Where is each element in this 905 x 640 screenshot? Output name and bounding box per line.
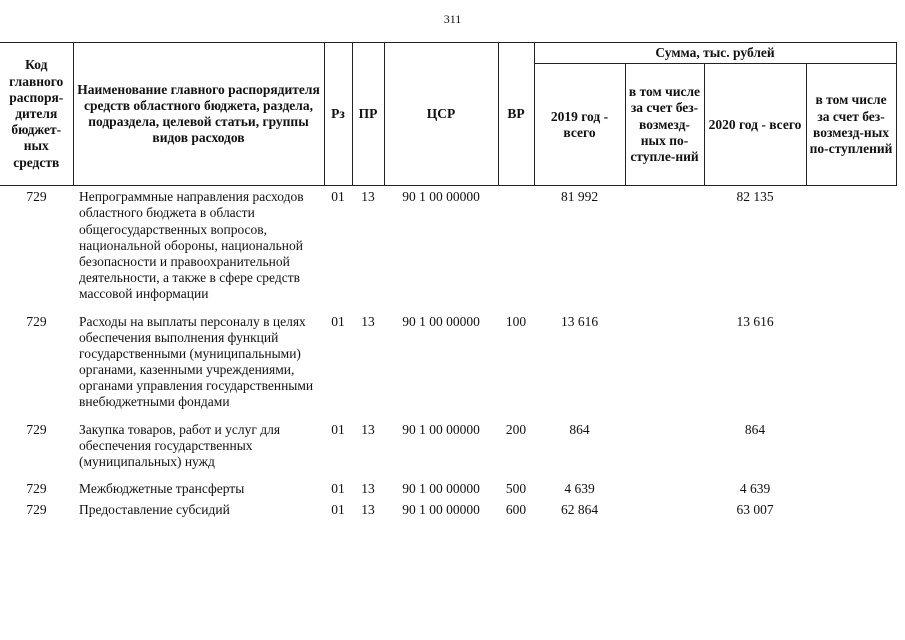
cell-rz: 01 [331,189,345,205]
table-row [0,413,896,473]
cell-csr: 90 1 00 00000 [402,189,480,205]
cell-code: 729 [26,502,47,518]
cell-name: Расходы на выплаты персоналу в целях обеспечения выполнения функций государственными (муниципальными) органами, казенными учреждениями, органами управления государственными внебюджетными фондами [79,313,314,410]
cell-2020-free [806,472,896,499]
cell-rz: 01 [331,502,345,518]
cell-2019-free [625,186,704,305]
header-pr: ПР [352,43,384,186]
header-2020-total: 2020 год - всего [704,64,806,186]
cell-name: Межбюджетные трансферты [79,481,245,497]
table-row [0,305,896,413]
cell-2020-total: 4 639 [739,481,771,497]
header-2020-free: в том числе за счет без-возмезд-ных по-ступлений [806,64,896,186]
table-body [0,186,896,521]
cell-pr: 13 [361,502,375,518]
header-code: Код главного распоря-дителя бюджет-ных средств [0,43,73,186]
cell-2019-total: 62 864 [560,502,599,518]
cell-pr: 13 [361,481,375,497]
table-row [0,472,896,499]
header-csr: ЦСР [384,43,498,186]
header-2019-total: 2019 год - всего [534,64,625,186]
cell-csr: 90 1 00 00000 [402,502,480,518]
cell-vr [498,186,534,305]
cell-2020-total: 864 [744,421,766,437]
cell-name: Непрограммные направления расходов областного бюджета в области общегосударственных вопросов, национальной обороны, национальной безопасности и правоохранительной деятельности, а также в сфере средств массовой информации [79,189,304,302]
cell-2019-free [625,472,704,499]
cell-2019-total: 81 992 [560,189,599,205]
budget-table [0,42,897,521]
cell-pr: 13 [361,421,375,437]
cell-vr: 600 [505,502,527,518]
header-sum-group: Сумма, тыс. рублей [534,43,896,64]
cell-name: Закупка товаров, работ и услуг для обеспечения государственных (муниципальных) нужд [79,421,281,469]
cell-csr: 90 1 00 00000 [402,313,480,329]
cell-vr: 500 [505,481,527,497]
header-2019-free: в том числе за счет без-возмезд-ных по-ступле-ний [625,64,704,186]
cell-2019-free [625,413,704,473]
cell-2020-total: 82 135 [736,189,774,205]
cell-2019-free [625,499,704,520]
cell-2020-free [806,413,896,473]
cell-pr: 13 [361,313,375,329]
cell-vr: 200 [505,421,527,437]
cell-code: 729 [26,189,47,205]
cell-csr: 90 1 00 00000 [402,481,480,497]
header-rz: Рз [324,43,352,186]
cell-2020-total: 63 007 [736,502,774,518]
cell-2019-total: 864 [569,421,590,437]
cell-csr: 90 1 00 00000 [402,421,480,437]
table-row [0,186,896,305]
cell-code: 729 [26,313,47,329]
cell-2019-total: 4 639 [564,481,595,497]
cell-code: 729 [26,481,47,497]
cell-rz: 01 [331,421,345,437]
header-vr: ВР [498,43,534,186]
cell-vr: 100 [505,313,527,329]
page-number: 311 [443,12,462,26]
cell-pr: 13 [361,189,375,205]
cell-rz: 01 [331,481,345,497]
cell-2020-free [806,186,896,305]
table-header [0,43,896,186]
table-row [0,499,896,520]
cell-2020-free [806,305,896,413]
cell-2020-total: 13 616 [736,313,774,329]
cell-code: 729 [26,421,47,437]
header-name: Наименование главного распорядителя средств областного бюджета, раздела, подраздела, целевой статьи, группы видов расходов [73,43,324,186]
cell-2019-free [625,305,704,413]
cell-name: Предоставление субсидий [79,502,230,518]
cell-2019-total: 13 616 [560,313,599,329]
cell-rz: 01 [331,313,345,329]
cell-2020-free [806,499,896,520]
